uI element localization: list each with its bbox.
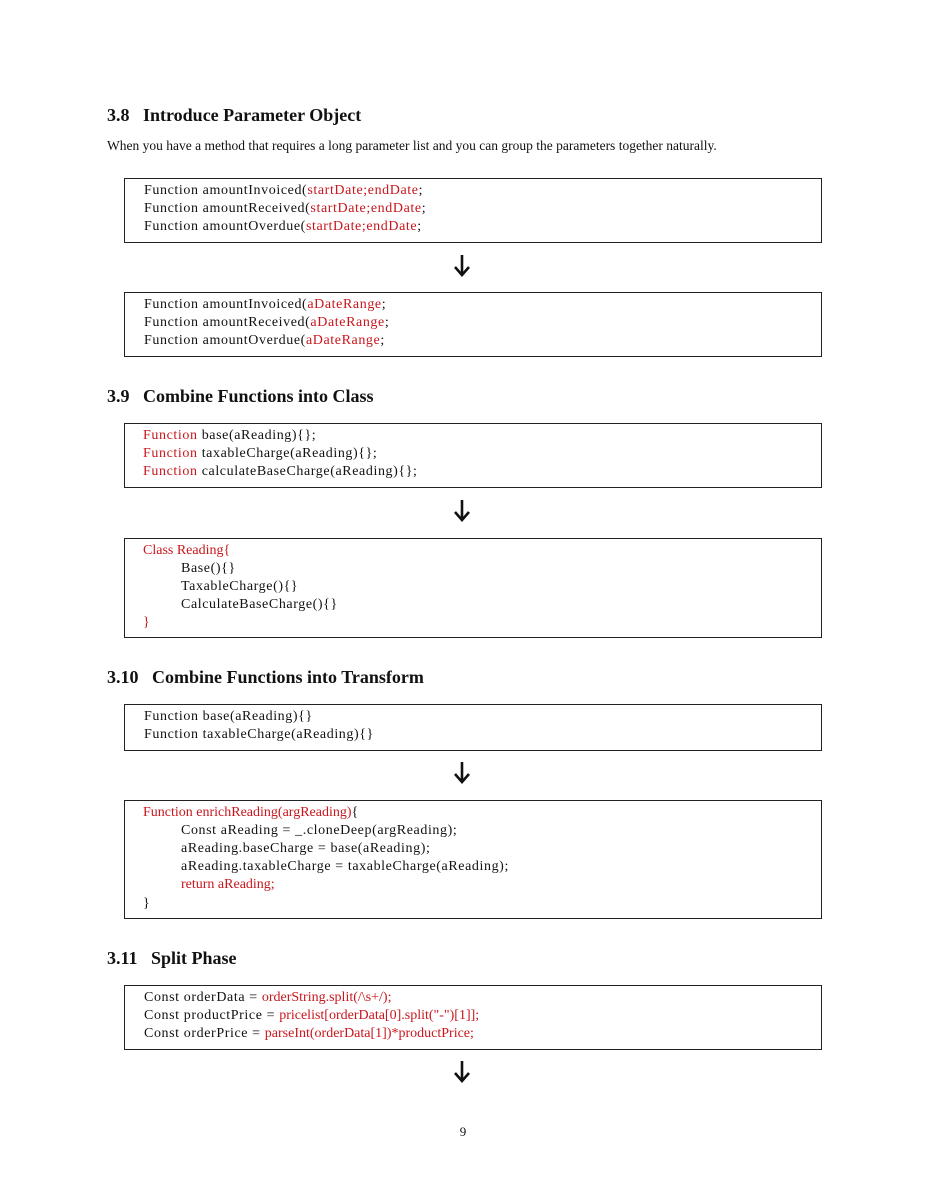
code-block-after <box>124 538 822 638</box>
code-line: Function amountInvoiced(startDate;endDate; <box>144 183 424 198</box>
code-line: Function amountOverdue(aDateRange; <box>144 333 385 348</box>
code-line: } <box>143 615 151 630</box>
code-line: Function amountOverdue(startDate;endDate; <box>144 219 422 234</box>
code-line: Function enrichReading(argReading){ <box>143 805 359 820</box>
code-line: Const orderPrice = parseInt(orderData[1])*productPrice; <box>144 1026 474 1041</box>
code-line: Function amountInvoiced(aDateRange; <box>144 297 387 312</box>
code-line: Function base(aReading){}; <box>143 428 317 443</box>
section-description: When you have a method that requires a long parameter list and you can group the parameters together naturally. <box>107 138 717 153</box>
section-number: 3.11 <box>107 948 138 968</box>
down-arrow-icon <box>451 1060 473 1084</box>
code-line: Base(){} <box>181 561 236 576</box>
page-number: 9 <box>459 1124 467 1139</box>
code-line: aReading.taxableCharge = taxableCharge(aReading); <box>181 859 509 874</box>
code-line: Function amountReceived(startDate;endDate; <box>144 201 427 216</box>
section-title: Combine Functions into Transform <box>152 667 424 687</box>
code-line: Const orderData = orderString.split(/\s+/); <box>144 990 392 1005</box>
code-line: Class Reading{ <box>143 543 231 558</box>
code-line: Function taxableCharge(aReading){}; <box>143 446 378 461</box>
code-line: Function taxableCharge(aReading){} <box>144 727 374 742</box>
code-block-before <box>124 985 822 1050</box>
code-line: Function amountReceived(aDateRange; <box>144 315 390 330</box>
code-line: } <box>143 896 151 911</box>
code-line: TaxableCharge(){} <box>181 579 299 594</box>
code-block-before <box>124 423 822 488</box>
section-number: 3.8 <box>107 105 130 125</box>
section-heading-3-8 <box>107 105 361 126</box>
code-block-after <box>124 292 822 357</box>
code-block-before <box>124 178 822 243</box>
section-title: Combine Functions into Class <box>143 386 374 406</box>
section-heading-3-10 <box>107 667 424 688</box>
down-arrow-icon <box>451 254 473 278</box>
section-title: Introduce Parameter Object <box>143 105 362 125</box>
code-line: Function base(aReading){} <box>144 709 313 724</box>
code-block-after <box>124 800 822 919</box>
section-heading-3-9 <box>107 386 374 407</box>
down-arrow-icon <box>451 499 473 523</box>
down-arrow-icon <box>451 761 473 785</box>
section-number: 3.10 <box>107 667 139 687</box>
code-line: return aReading; <box>181 877 275 892</box>
section-number: 3.9 <box>107 386 130 406</box>
section-heading-3-11 <box>107 948 237 969</box>
code-block-before <box>124 704 822 751</box>
section-title: Split Phase <box>151 948 237 968</box>
code-line: aReading.baseCharge = base(aReading); <box>181 841 431 856</box>
code-line: Const productPrice = pricelist[orderData[0].split("-")[1]]; <box>144 1008 480 1023</box>
code-line: Function calculateBaseCharge(aReading){}; <box>143 464 418 479</box>
code-line: CalculateBaseCharge(){} <box>181 597 338 612</box>
code-line: Const aReading = _.cloneDeep(argReading); <box>181 823 458 838</box>
